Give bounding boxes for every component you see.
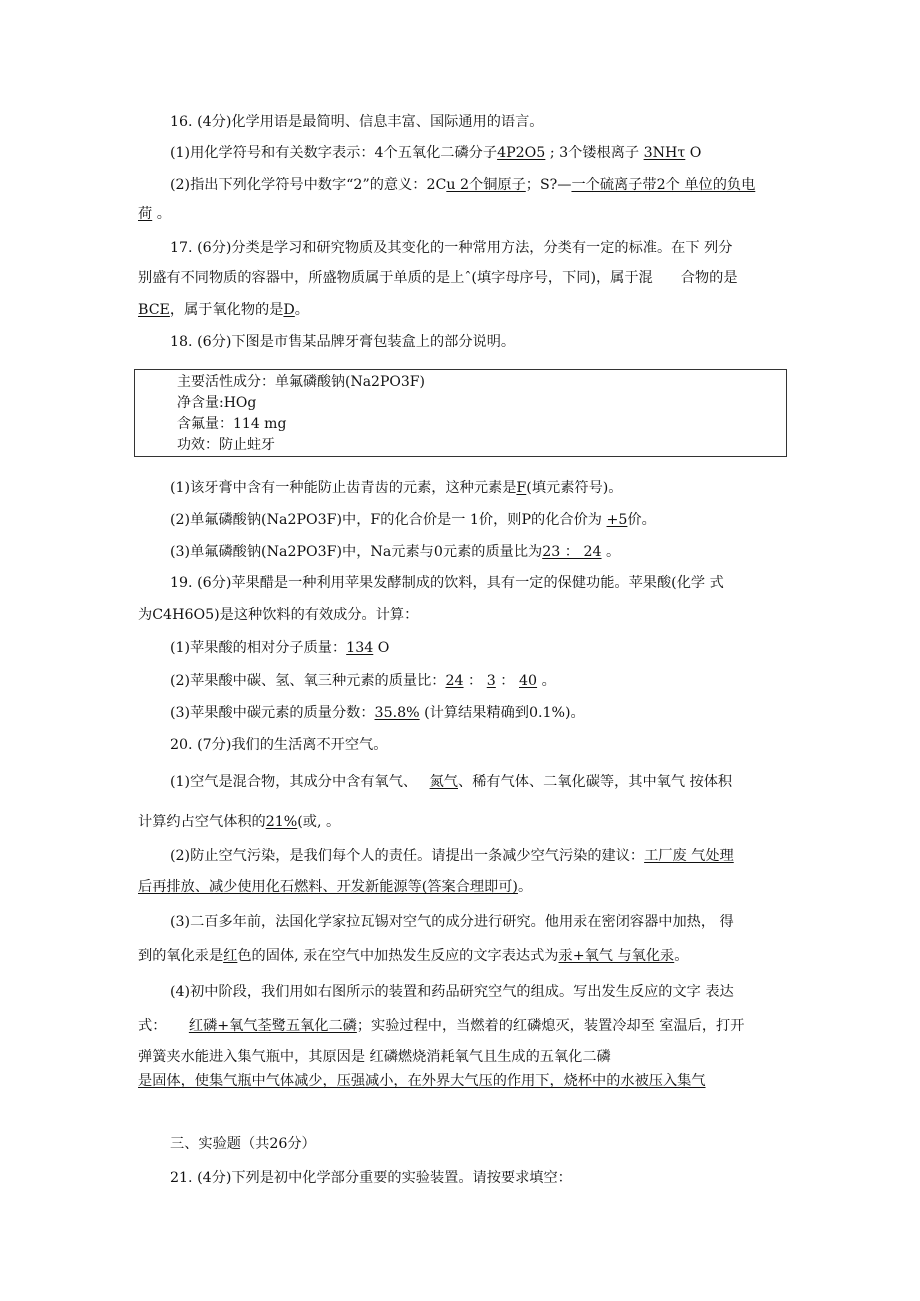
answer: 一个硫离子带2个 单位的负电 — [571, 177, 756, 193]
q19-title: 19. (6分)苹果醋是一种利用苹果发酵制成的饮料，具有一定的保健功能。苹果酸(化学 式 — [170, 575, 724, 591]
box-line: 净含量:HOg — [177, 395, 257, 411]
text: 计算约占空气体积的 — [138, 814, 266, 830]
text: ˆ(填字母序号，下同)，属于混 — [464, 270, 653, 286]
text: (计算结果精确到0.1%)。 — [419, 705, 585, 721]
q20-title: 20. (7分)我们的生活离不开空气。 — [170, 737, 388, 753]
text: (填元素符号)。 — [526, 480, 623, 496]
answer: 40 — [519, 673, 538, 689]
q16-part1 — [170, 143, 701, 163]
text: 式： — [138, 1018, 171, 1034]
text: (2)苹果酸中碳、氢、氧三种元素的质量比： — [170, 673, 446, 689]
q17-line3 — [138, 300, 309, 320]
text: (1)空气是混合物，其成分中含有氧气、 — [170, 774, 422, 790]
text: ；S?— — [525, 177, 572, 193]
q16-part2-cont — [138, 204, 171, 224]
answer: D — [283, 302, 295, 318]
text: 别盛有不同物质的容器中，所盛物质属于单质的是上 — [138, 270, 465, 286]
q20-part4: (4)初中阶段，我们用如右图所示的装置和药品研究空气的组成。写出发生反应的文字 表达 — [170, 984, 734, 1000]
text: 。 — [674, 948, 689, 964]
text: (1)用化学符号和有关数字表示：4个五氧化二磷分子 — [170, 145, 498, 161]
q20-part3: (3)二百多年前，法国化学家拉瓦锡对空气的成分进行研究。他用汞在密闭容器中加热， 得 — [170, 914, 734, 930]
answer: 红磷+氧气荃鹭五氧化二磷 — [188, 1018, 357, 1034]
text: 。 — [294, 302, 309, 318]
answer: 是固体，使集气瓶中气体减少，压强减小，在外界大气压的作用下，烧杯中的水被压入集气 — [138, 1073, 706, 1089]
text: O — [685, 145, 702, 161]
text: ，属于氧化物的是 — [169, 302, 284, 318]
q20-part2-cont — [138, 877, 532, 897]
answer: 24 — [445, 673, 464, 689]
q19-part1 — [170, 638, 389, 658]
text: 。 — [152, 206, 171, 222]
text: 价。 — [627, 512, 656, 528]
q20-part2 — [170, 846, 734, 866]
text: (1)苹果酸的相对分子质量： — [170, 640, 347, 656]
section-title: 三、实验题（共26分） — [170, 1136, 316, 1152]
text: O — [373, 640, 390, 656]
text: 合物的是 — [680, 270, 738, 286]
answer: BCE — [138, 302, 170, 318]
q18-part1 — [170, 478, 622, 498]
q18-part2 — [170, 510, 656, 530]
answer: 后再排放、减少使用化石燃料、开发新能源等(答案合理即可) — [138, 879, 518, 895]
text: (3)苹果酸中碳元素的质量分数： — [170, 705, 375, 721]
text: ; 3个镂根离子 — [545, 145, 644, 161]
answer: 4P2O5 — [497, 145, 546, 161]
box-line: 功效：防止蛀牙 — [177, 437, 275, 453]
product-label-box — [134, 369, 787, 457]
q16-part2 — [170, 175, 755, 195]
q17-title: 17. (6分)分类是学习和研究物质及其变化的一种常用方法，分类有一定的标准。在下 列分 — [170, 240, 733, 256]
q20-part4-line3: 弹簧夹水能进入集气瓶中，其原因是 红磷燃烧消耗氧气且生成的五氧化二磷 — [138, 1049, 611, 1065]
q20-part1 — [170, 772, 732, 792]
q17-line2 — [138, 268, 738, 288]
answer: +5 — [606, 512, 628, 528]
text: ；实验过程中，当燃着的红磷熄灭，装置冷却至 室温后，打开 — [356, 1018, 745, 1034]
text: (1)该牙膏中含有一种能防止齿青齿的元素，这种元素是 — [170, 480, 517, 496]
answer: u 2个铜原子 — [446, 177, 526, 193]
text: (2)指出下列化学符号中数字“2”的意义：2C — [170, 177, 447, 193]
text: (3)单氟磷酸钠(Na2PO3F)中，Na元素与0元素的质量比为 — [170, 544, 543, 560]
text: (2)单氟磷酸钠(Na2PO3F)中，F的化合价是一 1价，则P的化合价为 — [170, 512, 607, 528]
text: 到的氧化汞是 — [138, 948, 224, 964]
q21-title: 21. (4分)下列是初中化学部分重要的实验装置。请按要求填空： — [170, 1170, 572, 1186]
q19-line2: 为C4H6O5)是这种饮料的有效成分。计算： — [138, 607, 419, 623]
answer: 134 — [346, 640, 374, 656]
text: 。 — [601, 544, 621, 560]
answer: 荷 — [138, 206, 153, 222]
q20-part4-line2 — [138, 1016, 744, 1036]
answer: 3 — [486, 673, 496, 689]
text: 。 — [537, 673, 556, 689]
answer: 红 — [223, 948, 238, 964]
q18-part3 — [170, 542, 620, 562]
q19-part2 — [170, 671, 556, 691]
answer: 35.8% — [374, 705, 420, 721]
box-line: 主要活性成分：单氟磷酸钠(Na2PO3F) — [177, 374, 425, 390]
text: (2)防止空气污染，是我们每个人的责任。请提出一条减少空气污染的建议： — [170, 848, 645, 864]
q20-part1-cont — [138, 812, 340, 832]
answer: 3NHτ — [643, 145, 686, 161]
q16-title: 16. (4分)化学用语是最简明、信息丰富、国际通用的语言。 — [170, 114, 544, 130]
box-line: 含氟量：114 mg — [177, 416, 287, 432]
text: ： — [463, 673, 487, 689]
text: 色的固体, 汞在空气中加热发生反应的文字表达式为 — [237, 948, 559, 964]
q20-part3-cont — [138, 946, 688, 966]
answer: 工厂废 气处理 — [644, 848, 734, 864]
answer: 氮气 — [429, 774, 458, 790]
text: 、稀有气体、二氧化碳等，其中氧气 按体积 — [458, 774, 733, 790]
text: 。 — [517, 879, 533, 895]
q19-part3 — [170, 703, 585, 723]
text: ： — [495, 673, 520, 689]
q18-title: 18. (6分)下图是市售某品牌牙膏包装盒上的部分说明。 — [170, 334, 516, 350]
answer: F — [516, 480, 527, 496]
text: (或, 。 — [297, 814, 341, 830]
answer: 23 ： 24 — [542, 544, 602, 560]
answer: 21% — [265, 814, 298, 830]
answer: 汞+氧气 与氧化汞 — [558, 948, 675, 964]
q20-part4-line4 — [138, 1071, 706, 1091]
